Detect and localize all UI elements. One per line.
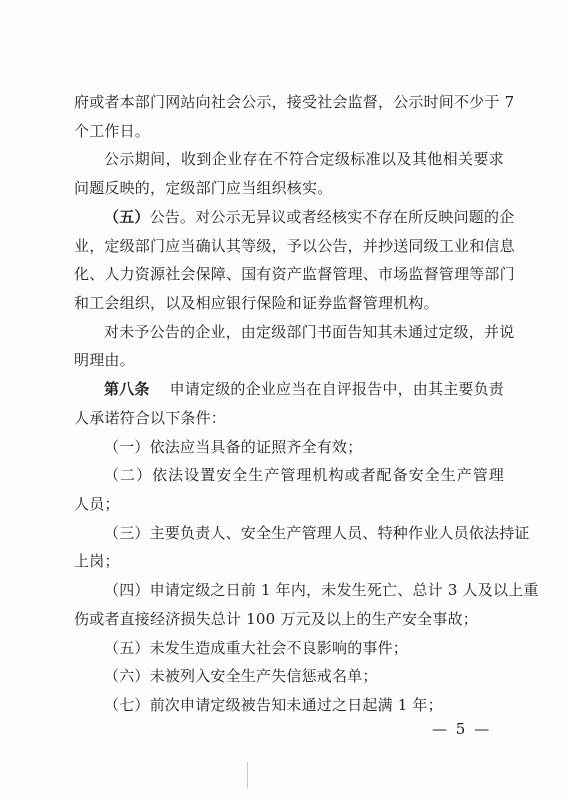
body-line: 公示期间，收到企业存在不符合定级标准以及其他相关要求 xyxy=(104,150,504,168)
list-item-continued: 上岗； xyxy=(74,552,120,570)
clause-text: 公告。对公示无异议或者经核实不存在所反映问题的企 xyxy=(149,208,515,226)
article-text: 申请定级的企业应当在自评报告中，由其主要负责 xyxy=(169,380,505,398)
body-line xyxy=(104,207,515,227)
list-item-continued: 人员； xyxy=(74,495,120,513)
clause-label: （五） xyxy=(104,208,150,226)
body-line: 和工会组织，以及相应银行保险和证券监督管理机构。 xyxy=(74,294,439,312)
body-line: 明理由。 xyxy=(74,351,135,369)
list-item: （五）未发生造成重大社会不良影响的事件； xyxy=(104,639,409,657)
body-line: 对未予公告的企业，由定级部门书面告知其未通过定级，并说 xyxy=(104,323,515,341)
body-line: 问题反映的，定级部门应当组织核实。 xyxy=(74,179,333,197)
body-line: 业，定级部门应当确认其等级，予以公告，并抄送同级工业和信息 xyxy=(74,237,515,255)
list-item-continued: 伤或者直接经济损失总计 100 万元及以上的生产安全事故； xyxy=(74,610,478,628)
list-item: （四）申请定级之日前 1 年内，未发生死亡、总计 3 人及以上重 xyxy=(104,581,539,599)
page-number: — 5 — xyxy=(432,720,492,738)
article-heading-line xyxy=(104,379,504,399)
body-line: 人承诺符合以下条件： xyxy=(74,409,227,427)
article-label: 第八条 xyxy=(104,380,150,398)
body-line: 府或者本部门网站向社会公示，接受社会监督，公示时间不少于 7 xyxy=(74,93,515,111)
list-item: （三）主要负责人、安全生产管理人员、特种作业人员依法持证 xyxy=(104,524,530,542)
scan-mark xyxy=(247,762,248,788)
list-item: （一）依法应当具备的证照齐全有效； xyxy=(104,438,363,456)
body-line: 化、人力资源社会保障、国有资产监督管理、市场监督管理等部门 xyxy=(74,265,515,283)
list-item: （六）未被列入安全生产失信惩戒名单； xyxy=(104,667,378,685)
body-line: 个工作日。 xyxy=(74,122,151,140)
list-item: （七）前次申请定级被告知未通过之日起满 1 年； xyxy=(104,696,443,714)
list-item: （二）依法设置安全生产管理机构或者配备安全生产管理 xyxy=(104,466,504,484)
